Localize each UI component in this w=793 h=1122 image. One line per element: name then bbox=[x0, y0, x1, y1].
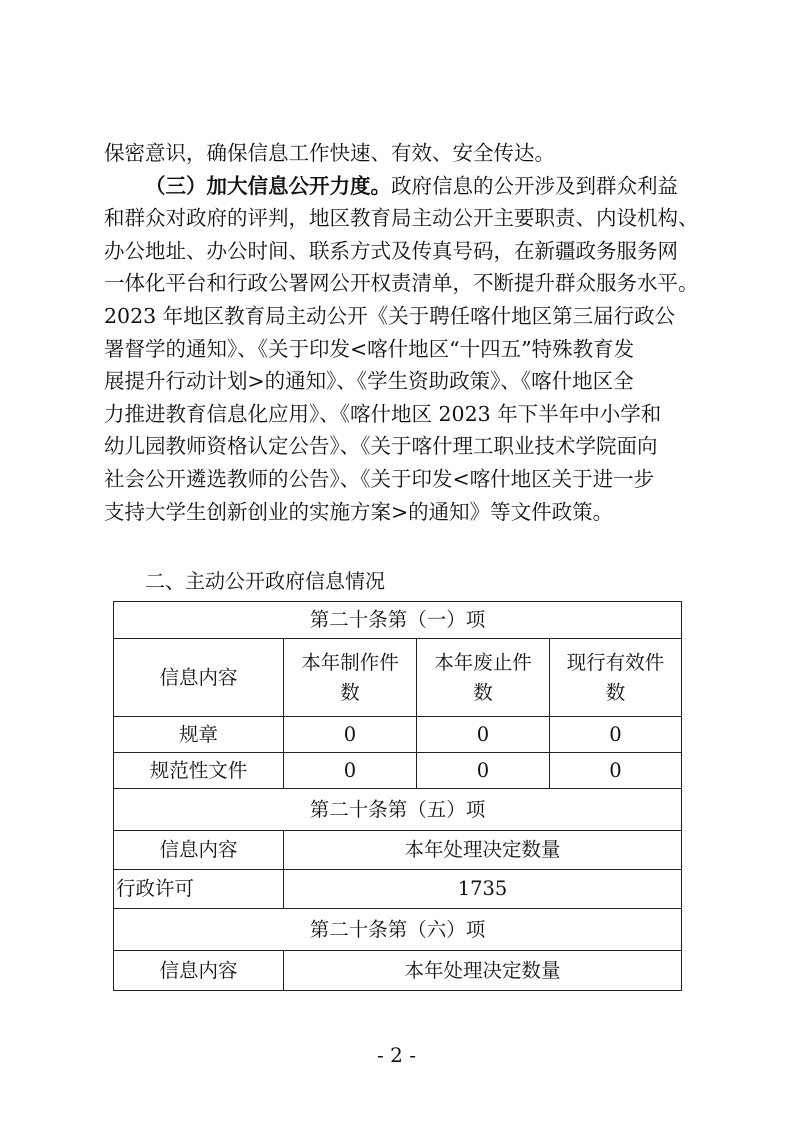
header-cell: 本年处理决定数量 bbox=[284, 831, 682, 870]
value-cell: 0 bbox=[417, 753, 550, 789]
text-line: 支持大学生创新创业的实施方案>的通知》等文件政策。 bbox=[104, 499, 614, 524]
header-cell: 本年处理决定数量 bbox=[284, 951, 682, 991]
table-row bbox=[114, 753, 682, 789]
text-line: 保密意识，确保信息工作快速、有效、安全传达。 bbox=[104, 141, 555, 165]
text-line: 社会公开遴选教师的公告》、《关于印发<喀什地区关于进一步 bbox=[104, 466, 655, 491]
text-line: 2023 年地区教育局主动公开《关于聘任喀什地区第三届行政公 bbox=[104, 303, 676, 328]
text-line: 展提升行动计划>的通知》、《学生资助政策》、《喀什地区全 bbox=[104, 369, 634, 394]
text-line: 和群众对政府的评判，地区教育局主动公开主要职责、内设机构、 bbox=[104, 206, 699, 231]
table-row bbox=[114, 602, 682, 639]
value-cell: 0 bbox=[284, 753, 417, 789]
header-cell: 本年制作件数 bbox=[284, 639, 417, 717]
table-row bbox=[114, 909, 682, 951]
text-line: 力推进教育信息化应用》、《喀什地区 2023 年下半年中小学和 bbox=[104, 401, 662, 426]
text-line-rest: 政府信息的公开涉及到群众利益 bbox=[391, 173, 678, 198]
table-row bbox=[114, 789, 682, 831]
text-line bbox=[104, 170, 694, 203]
row-label-cell: 规章 bbox=[114, 717, 284, 753]
body-paragraph bbox=[104, 137, 699, 528]
section-heading: 二、主动公开政府信息情况 bbox=[145, 569, 385, 593]
row-label-cell: 规范性文件 bbox=[114, 753, 284, 789]
text-line: 一体化平台和行政公署网公开权责清单，不断提升群众服务水平。 bbox=[104, 271, 699, 296]
header-cell: 信息内容 bbox=[114, 951, 284, 991]
value-cell: 0 bbox=[550, 717, 682, 753]
value-cell: 0 bbox=[284, 717, 417, 753]
table-row bbox=[114, 639, 682, 717]
text-line: 幼儿园教师资格认定公告》、《关于喀什理工职业技术学院面向 bbox=[104, 434, 658, 459]
table-row bbox=[114, 870, 682, 909]
header-cell: 现行有效件数 bbox=[550, 639, 682, 717]
info-disclosure-table bbox=[113, 601, 682, 991]
page-number: - 2 - bbox=[377, 1043, 416, 1067]
section-title-cell: 第二十条第（五）项 bbox=[114, 789, 682, 831]
header-cell: 信息内容 bbox=[114, 639, 284, 717]
value-cell: 0 bbox=[550, 753, 682, 789]
text-line: 署督学的通知》、《关于印发<喀什地区“十四五”特殊教育发 bbox=[104, 336, 635, 361]
header-cell: 本年废止件数 bbox=[417, 639, 550, 717]
table-row bbox=[114, 831, 682, 870]
table-row bbox=[114, 951, 682, 991]
section-title-cell: 第二十条第（一）项 bbox=[114, 602, 682, 639]
text-line: 办公地址、办公时间、联系方式及传真号码，在新疆政务服务网 bbox=[104, 238, 678, 263]
section-title-cell: 第二十条第（六）项 bbox=[114, 909, 682, 951]
table-row bbox=[114, 717, 682, 753]
value-cell: 0 bbox=[417, 717, 550, 753]
value-cell: 1735 bbox=[284, 870, 682, 909]
row-label-cell: 行政许可 bbox=[114, 870, 284, 909]
bold-lead: （三）加大信息公开力度。 bbox=[145, 173, 391, 198]
header-cell: 信息内容 bbox=[114, 831, 284, 870]
